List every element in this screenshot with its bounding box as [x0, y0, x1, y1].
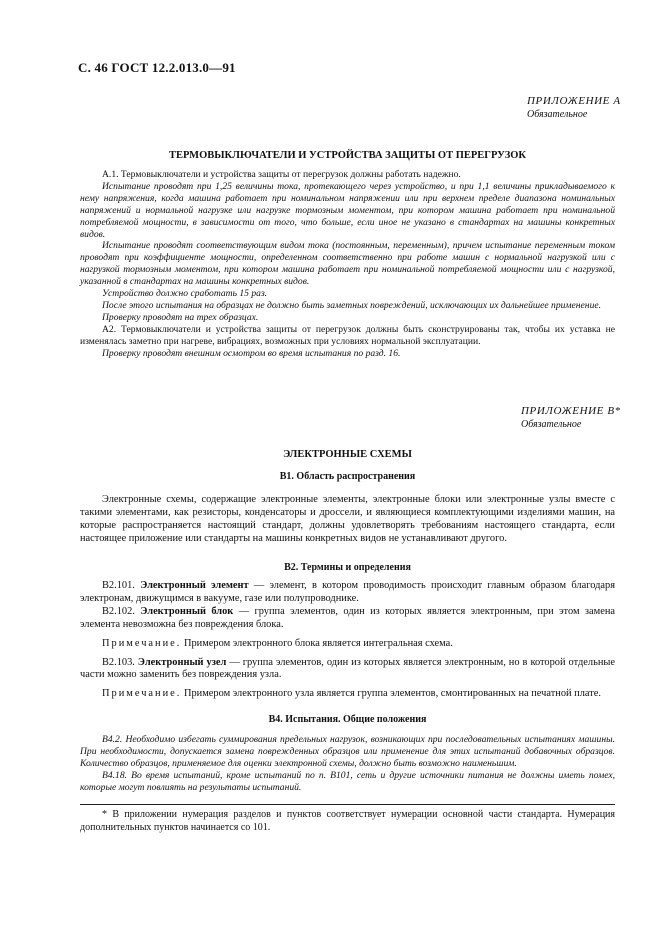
- term-definition: — группа элементов, один из которых является электронным, при этом замена элемента невозможна без повреждения блока.: [80, 605, 615, 630]
- footnote: [80, 809, 615, 834]
- section-b4-paragraph: В4.2. Необходимо избегать суммирования предельных нагрузок, возникающих при последовательных испытаниях машины. При необходимости, допускается замена поврежденных образцов или применение для этих испытаний добавочных образцов. Количество образцов, применяемое для оценки электронной схемы, должно быть возможно наименьшим.: [80, 734, 615, 769]
- note-label: Примечание.: [102, 637, 182, 649]
- appendix-a-paragraph: После этого испытания на образцах не должно быть заметных повреждений, исключающих их дальнейшее применение.: [102, 299, 602, 311]
- appendix-b-label: [521, 405, 621, 431]
- term-number: В2.101.: [102, 580, 135, 591]
- term-electronic-unit: [80, 657, 615, 683]
- term-number: В2.103.: [102, 656, 135, 668]
- footnote-text: * В приложении нумерация разделов и пунктов соответствует нумерации основной части стандарта. Нумерация дополнительных пунктов начинается со 101.: [80, 809, 615, 833]
- term-name: Электронный блок: [140, 605, 234, 617]
- note-text: Примером электронного узла является группа элементов, смонтированных на печатной плате.: [181, 688, 602, 700]
- page-header: С. 46 ГОСТ 12.2.013.0—91: [78, 60, 236, 75]
- section-b4-paragraph: В4.18. Во время испытаний, кроме испытаний по п. В101, сеть и другие источники питания не должны иметь помех, которые могут повлиять на результаты испытаний.: [80, 769, 615, 793]
- appendix-a-label: [527, 95, 621, 121]
- term-definition: — группа элементов, один из которых является электронным, но в которой отдельные части можно заменить без повреждения узла.: [80, 656, 615, 681]
- appendix-a-paragraph: Устройство должно сработать 15 раз.: [102, 288, 268, 300]
- appendix-a-title: ПРИЛОЖЕНИЕ А: [527, 95, 621, 107]
- section-b2-heading: В2. Термины и определения: [284, 562, 411, 573]
- appendix-a-body: [80, 169, 615, 360]
- section-b1-body: [80, 494, 615, 546]
- section-b4-heading: В4. Испытания. Общие положения: [268, 714, 427, 725]
- note-label: Примечание.: [102, 688, 182, 700]
- section-b2-body: [80, 580, 615, 701]
- term-electronic-element: [80, 580, 615, 606]
- appendix-b-status: Обязательное: [521, 419, 582, 430]
- term-electronic-block: [80, 606, 615, 632]
- term-name: Электронный узел: [137, 656, 227, 668]
- note: [80, 638, 615, 651]
- term-name: Электронный элемент: [140, 580, 249, 591]
- note: [80, 688, 615, 701]
- appendix-b-title: ПРИЛОЖЕНИЕ В*: [521, 405, 621, 417]
- appendix-a-heading: ТЕРМОВЫКЛЮЧАТЕЛИ И УСТРОЙСТВА ЗАЩИТЫ ОТ ПЕРЕГРУЗОК: [168, 150, 527, 161]
- footnote-divider: [80, 804, 615, 805]
- appendix-a-paragraph: А.1. Термовыключатели и устройства защиты от перегрузок должны работать надежно.: [102, 169, 461, 180]
- note-text: Примером электронного блока является интегральная схема.: [181, 637, 453, 649]
- section-b1-heading: В1. Область распространения: [279, 471, 416, 482]
- term-definition: — элемент, в котором проводимость происходит главным образом благодаря электронам, движущимся в вакууме, газе или полупроводнике.: [80, 580, 615, 604]
- appendix-a-status: Обязательное: [527, 109, 588, 120]
- appendix-a-paragraph: А2. Термовыключатели и устройства защиты от перегрузок должны быть сконструированы так, чтобы их уставка не изменялась заметно при нагреве, вибрациях, возможных при условиях нормальной эксплуатации.: [80, 323, 615, 347]
- appendix-a-paragraph: Испытание проводят соответствующим видом тока (постоянным, переменным), причем испытание переменным током проводят при коэффициенте мощности, определенном соответственно при работе машин с нормальной нагрузкой или с нагрузкой тормозным моментом, при котором машина работает при номинальной потребляемой мощности или с нагрузкой, указанной в стандартах на машины конкретных видов.: [80, 240, 615, 288]
- section-b1-paragraph: Электронные схемы, содержащие электронные элементы, электронные блоки или электронные узлы вместе с такими элементами, как резисторы, конденсаторы и дроссели, и являющиеся комплектующими изделиями машин, на которые распространяется настоящий стандарт, должны удовлетворять требованиям настоящего стандарта, если настоящее приложение или стандарты на машины конкретных видов не устанавливают другого.: [80, 494, 615, 544]
- appendix-a-paragraph: Проверку проводят на трех образцах.: [102, 311, 259, 323]
- appendix-a-paragraph: Проверку проводят внешним осмотром во время испытания по разд. 16.: [102, 347, 401, 359]
- appendix-a-paragraph: Испытание проводят при 1,25 величины тока, протекающего через устройство, и при 1,1 величины прикладываемого к нему напряжения, когда машина работает при номинальном напряжении или при верхнем пределе диапазона номинальных напряжений и нормальной нагрузке или нагрузке тормозным моментом, при котором машина работает при номинальной потребляемой мощности, в зависимости от того, что больше, если иное не указано в стандартах на машины конкретных видов.: [80, 180, 615, 240]
- section-b4-body: [80, 734, 615, 794]
- term-number: В2.102.: [102, 605, 135, 617]
- appendix-b-heading: ЭЛЕКТРОННЫЕ СХЕМЫ: [283, 449, 412, 460]
